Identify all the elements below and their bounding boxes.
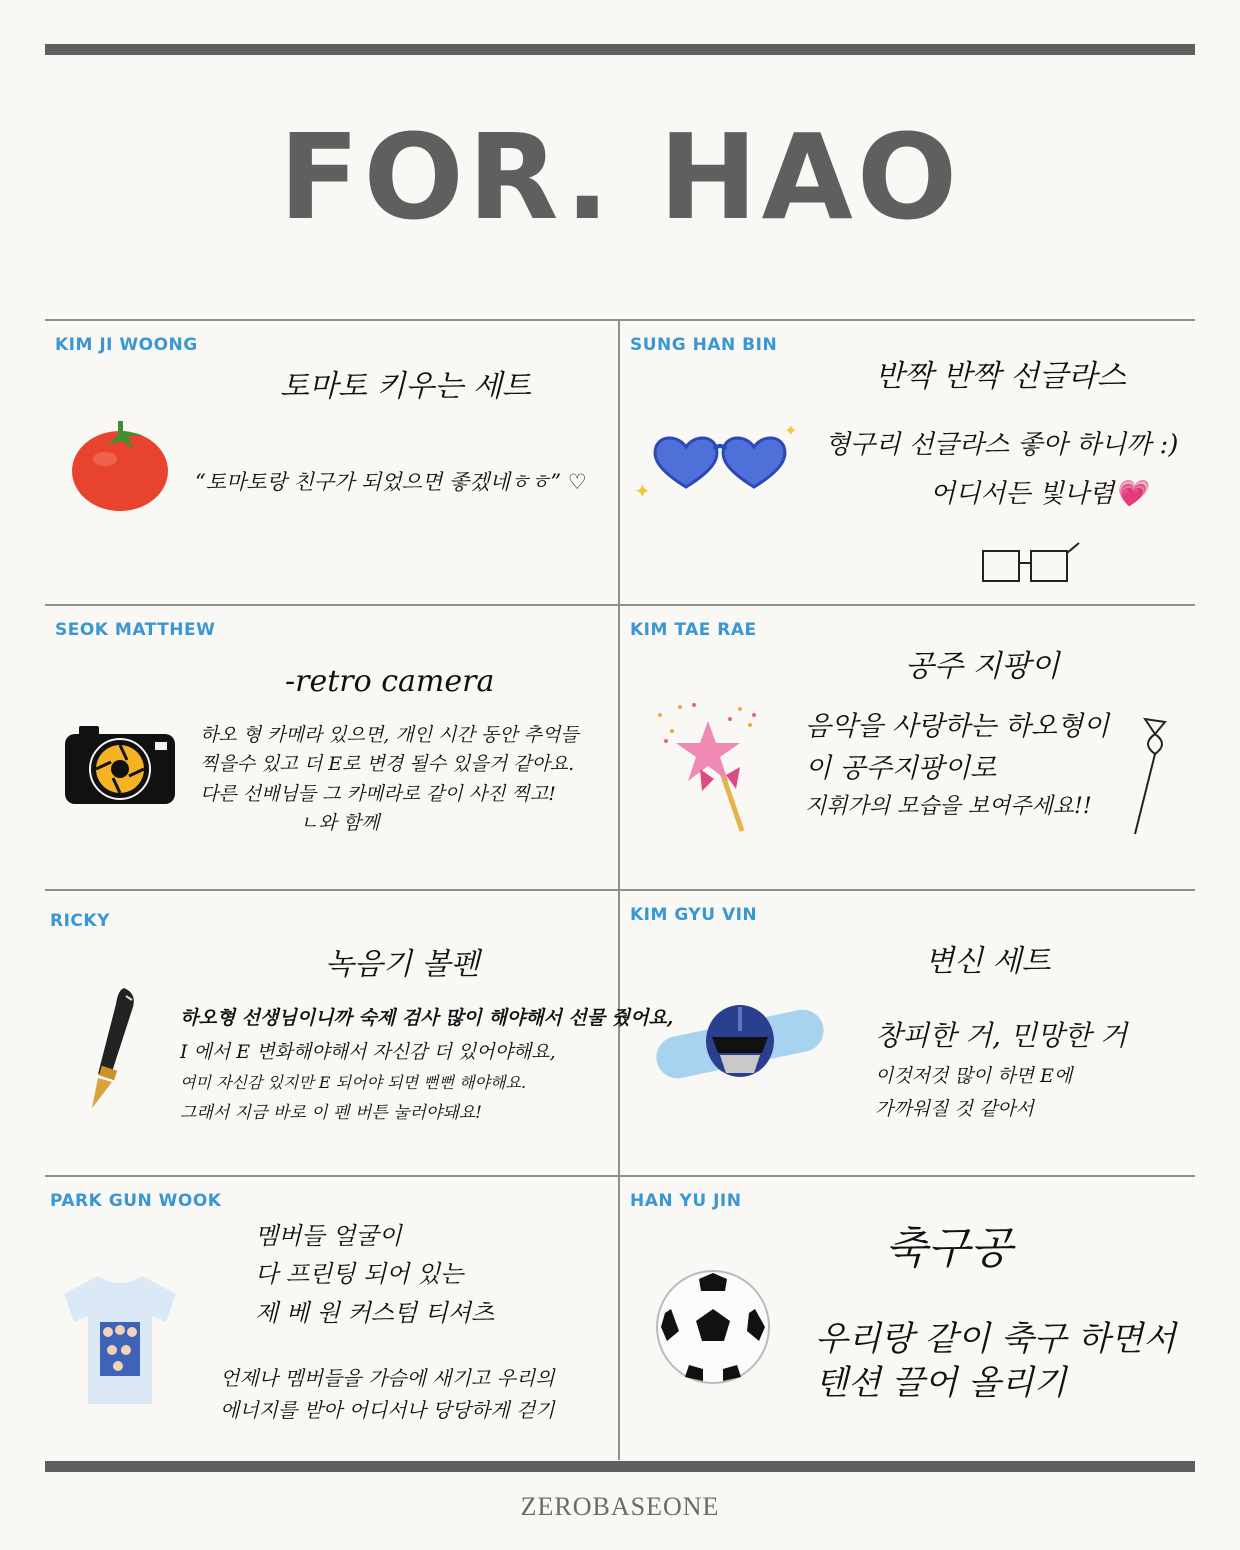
card-park-gun-wook (45, 1177, 618, 1461)
sparkle-icon: ✦ (634, 481, 651, 503)
card-kim-gyu-vin (620, 891, 1193, 1175)
message-line: 이것저것 많이 하면 E에 (875, 1065, 1073, 1087)
card-han-yu-jin (620, 1177, 1193, 1461)
message-line: 멤버들 얼굴이 (255, 1222, 402, 1250)
gift-title: 토마토 키우는 세트 (280, 369, 531, 404)
message-block (200, 721, 579, 839)
message-line: 창피한 거, 민망한 거 (875, 1019, 1127, 1052)
heart-sunglasses-icon (650, 431, 790, 491)
gift-title: 반짝 반짝 선글라스 (875, 359, 1126, 394)
member-name: KIM JI WOONG (55, 335, 198, 355)
message-line: 여미 자신감 있지만 E 되어야 되면 뻔뻔 해야해요. (180, 1073, 527, 1093)
member-name: RICKY (50, 911, 110, 931)
page-title: FOR. HAO (278, 108, 962, 246)
message-block (180, 1001, 673, 1129)
message-line: 지휘가의 모습을 보여주세요!! (805, 793, 1092, 819)
message-block (825, 421, 1178, 520)
message-line: 하오 형 카메라 있으면, 개인 시간 동안 추억들 (200, 724, 579, 746)
top-bar (45, 44, 1195, 55)
message-line: 우리랑 같이 축구 하면서 (815, 1319, 1176, 1359)
bottom-bar (45, 1461, 1195, 1472)
magic-wand-icon (650, 701, 760, 836)
message-line: 텐션 끌어 올리기 (815, 1363, 1067, 1404)
wand-doodle-icon (1125, 714, 1175, 839)
message-block (255, 1217, 494, 1332)
message-line: ㄴ와 함께 (300, 812, 380, 835)
card-kim-tae-rae (620, 606, 1193, 890)
message-line: 어디서든 빛나렴💗 (930, 479, 1147, 510)
member-name: SEOK MATTHEW (55, 620, 216, 640)
message-line: 가까워질 것 같아서 (875, 1098, 1034, 1121)
message-line: 다른 선배님들 그 카메라로 같이 사진 찍고! (200, 782, 556, 805)
message-line: 형구리 선글라스 좋아 하니까 :) (825, 430, 1179, 460)
message-line: 그래서 지금 바로 이 펜 버튼 눌러야돼요! (180, 1103, 483, 1124)
card-kim-ji-woong (45, 321, 618, 605)
message-line: “토마토랑 친구가 되었으면 좋겠네ㅎㅎ” ♡ (195, 470, 587, 494)
message-line: 찍을수 있고 더 E로 변경 될수 있을거 같아요. (200, 753, 575, 776)
message-line: I 에서 E 변화해야해서 자신감 더 있어야해요, (180, 1041, 556, 1064)
card-sung-han-bin (620, 321, 1193, 605)
sunglasses-doodle-icon (975, 539, 1085, 589)
camera-icon (65, 726, 175, 804)
gift-title: -retro camera (285, 664, 495, 699)
member-name: KIM TAE RAE (630, 620, 757, 640)
message-line: 음악을 사랑하는 하오형이 (805, 711, 1110, 742)
tomato-icon (70, 419, 170, 514)
gift-title: 축구공 (885, 1223, 1013, 1274)
gift-title: 공주 지팡이 (905, 649, 1060, 684)
tshirt-icon (60, 1272, 180, 1407)
message-line: 에너지를 받아 어디서나 당당하게 걷기 (220, 1398, 555, 1422)
message-block (815, 1317, 1176, 1405)
message-block (875, 1011, 1127, 1127)
message-line: 하오형 선생님이니까 숙제 검사 많이 해야해서 선물 줬어요, (180, 1007, 674, 1029)
footer-logo: ZEROBASEONE (520, 1492, 720, 1521)
message-block (805, 706, 1109, 824)
card-seok-matthew (45, 606, 618, 890)
sparkle-icon: ✦ (784, 423, 798, 440)
message-line: 언제나 멤버들을 가슴에 새기고 우리의 (220, 1366, 555, 1390)
member-name: KIM GYU VIN (630, 905, 758, 925)
message-line: 다 프린팅 되어 있는 (255, 1260, 464, 1289)
message-line: 제 베 원 커스텀 티셔츠 (255, 1298, 495, 1327)
message-block (220, 1362, 555, 1426)
soccer-ball-icon (655, 1269, 771, 1385)
message-line: 이 공주지팡이로 (805, 752, 997, 784)
ranger-helmet-icon (650, 1001, 830, 1091)
card-ricky (45, 891, 674, 1175)
member-name: PARK GUN WOOK (50, 1191, 222, 1211)
member-name: HAN YU JIN (630, 1191, 742, 1211)
gift-title: 녹음기 볼펜 (325, 947, 480, 982)
gift-title: 변신 세트 (925, 944, 1051, 979)
member-name: SUNG HAN BIN (630, 335, 778, 355)
fountain-pen-icon (80, 986, 145, 1111)
